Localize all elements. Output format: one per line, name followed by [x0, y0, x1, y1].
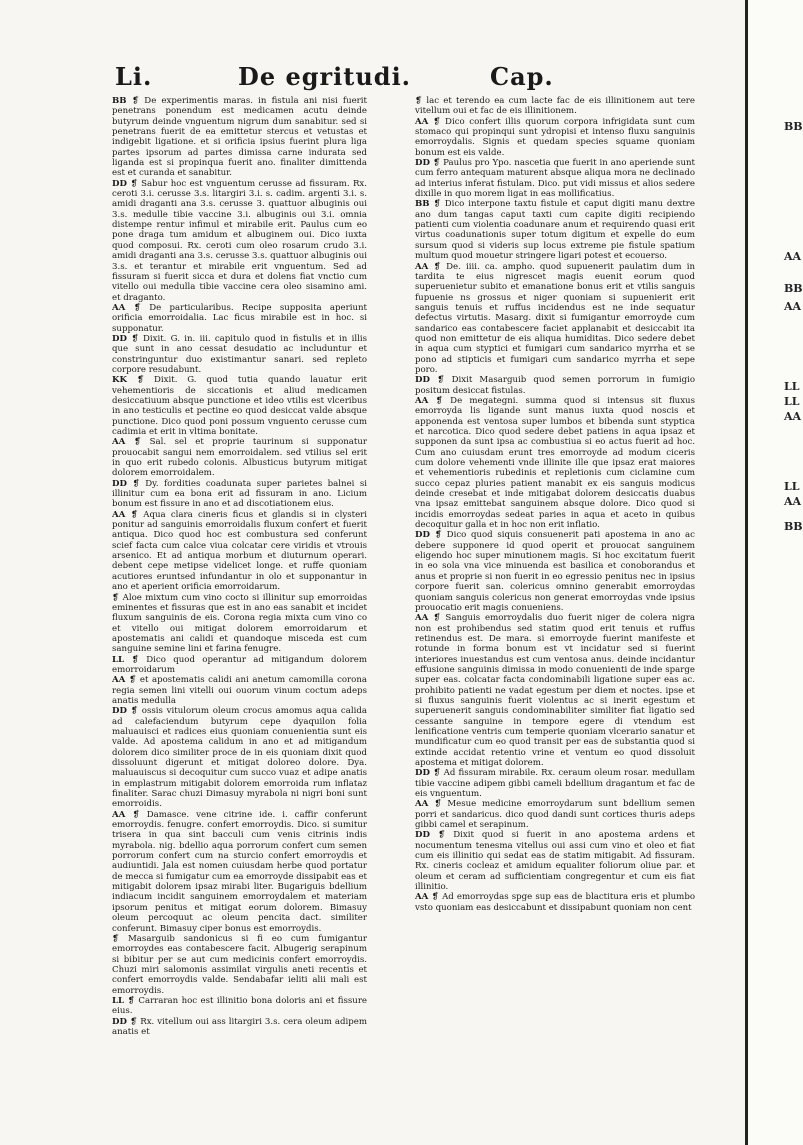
paragraph-source-marker: AA: [415, 799, 435, 810]
text-paragraph: [415, 117, 695, 158]
paragraph-text: ❡ De experimentis maras. in fistula ani nisi fuerit penetrans ponendum est medicamen acutu deinde butyrum deinde vnguentum nigrum dum sanabitur. sed si penetrans fuerit de ea emittetur stercus et vetustas et indigebit ligatione. et si orificia ipsius fuerint plura liga partes ipsorum ad partes dimissa carne indurata sed liganda est si propinqua fuerit ano. finaliter dimittenda est et curanda et sanabitur.: [112, 96, 367, 179]
text-paragraph: [112, 675, 367, 706]
text-paragraph: [112, 810, 367, 934]
paragraph-source-marker: DD: [415, 530, 435, 541]
paragraph-text: ❡ Dico quod siquis consuenerit pati apostema in ano ac debere supponere id quod operit et prouocat sanguinem eligendo hoc super minutionem magis. Si hoc excitatum fuerit in eo sola vna vice minuenda est basilica et conoborandus et anus et proprie si non fuerit in eo egressio penitus nec in ipsius corpore fuerit san. colericus omnino generabit emorroydas quoniam sanguis colericus non generat emorroydas vnde ipsius prouocatio erit magis conueniens.: [415, 530, 695, 613]
adjacent-page-edge: [745, 0, 803, 1145]
adjacent-page-marker: BB: [784, 282, 803, 295]
paragraph-source-marker: AA: [415, 395, 436, 406]
text-paragraph: [415, 768, 695, 799]
paragraph-text: ❡ Sanguis emorroydalis duo fuerit niger de colera nigra non est prohibendus sed statim quod erit tenuis et ruffus retinendus est. De mara. si emorroyde fuerint manifeste et rotunde in forma bonum est vt incidatur sed si fuerint interiores inuestandus est cum ventosa anus. deinde incidantur effusione sanguinis dimissa in modo conuenienti de inde sparge super eas. colcatar facta condominabili ligatione super eas ac. prohibito patienti ne vadat egestum per diem et noctes. ipse et si fluxus sanguinis fuerit violentus ac si inerit egestum et superuenerit sanguis condominabiliter similiter fiat ligatio sed cessante sanguine in tempore egere di vtendum est lenificatione ventris cum temperie quoniam vlcerario sanatur et mundificatur cum eo quod transit per eas de substantia quod si extinde accidat retentio vrine et ventum eo quod dissoluit apostema et mitigat dolorem.: [415, 613, 696, 768]
paragraph-source-marker: KK: [112, 375, 138, 386]
paragraph-source-marker: DD: [112, 478, 133, 489]
adjacent-page-marker: BB: [784, 120, 803, 133]
adjacent-page-marker: LL: [784, 480, 800, 493]
paragraph-text: ❡ ossis vitulorum oleum crocus amomus aqua calida ad calefaciendum butyrum cepe dyaquilon folia maluauisci et radices eius quoniam conuenientia sunt eis valde. Ad apostema calidum in ano et ad mitigandum dolorem dico similiter proce de in eis quoniam dixit quod dissoluunt digerunt et mitigat doloreo dolore. Dya. maluauiscus si decoquitur cum succo vuaz et adipe anatis in emplastrum mitigabit dolorem emorroida rum inflataz finaliter. Sarac chuzi Dimasuy myrabola ni nigri boni sunt emorroidis.: [112, 706, 367, 810]
paragraph-text: ❡ Ad fissuram mirabile. Rx. ceraum oleum rosar. medullam tibie vaccine adipem gibbi cameli bdellium dragantum et fac de eis vnguentum.: [415, 768, 695, 800]
text-paragraph: [112, 334, 367, 375]
adjacent-page-marker: AA: [784, 300, 802, 313]
paragraph-text: ❡ Aqua clara cineris ficus et glandis si in clysteri ponitur ad sanguinis emorroidalis fluxum confert et fuerit antiqua. Dico quod hoc est combustura sed conferunt scief facta cum calce viua colcatar cere viridis et vtrouis arsenico. Et ad antiqua morbum et diuturnum operari. debent cepe metipse videlicet longe. et ruffe quoniam acutiores eruntsed infundantur in olo et supponantur in ano et aperient orificia emorroidarum.: [112, 509, 368, 593]
adjacent-page-marker: LL: [784, 380, 800, 393]
paragraph-source-marker: LL: [112, 654, 132, 665]
text-paragraph: [112, 179, 367, 303]
right-text-column: [415, 96, 695, 913]
paragraph-source-marker: DD: [415, 768, 434, 779]
text-paragraph: [112, 593, 367, 655]
paragraph-text: ❡ Dy. fordities coadunata super parietes balnei si illinitur cum ea bona erit ad fissuram in ano. Licium bonum est fissure in ano et ad discotiationem eius.: [112, 478, 367, 510]
paragraph-source-marker: AA: [415, 116, 434, 127]
text-paragraph: [112, 96, 367, 179]
paragraph-text: ❡ Sal. sel et proprie taurinum si supponatur prouocabit sangui nem emorroidalem. sed vtilius sel erit in quo erit rubedo colonis. Albusticus butyrum mitigat dolorem emorroidalem.: [112, 437, 367, 479]
paragraph-text: ❡ De. iiii. ca. ampho. quod supuenerit paulatim dum in tardita te eius nigrescet magis euenit eorum quod superuenietur subito et emanatione bonus erit et vtilis sanguis fupuenie ns grossus et niger quoniam si supuenierit erit sanguis tenuis et ruffus incidendus est ne inde sequatur defectus virtutis. Masarg. dixit si fumigantur emorroyde cum sandarico eas contabescere faciet applanabit et desiccabit ita quod non emittetur de eis aliqua humiditas. Dico sedere debet in aqua cum styptici et fumigari cum sandarico myrrha et se pono ad stipticis et fumigari cum sandarico myrrha et sepe poro.: [415, 261, 695, 375]
paragraph-source-marker: DD: [415, 158, 434, 169]
paragraph-text: ❡ Mesue medicine emorroydarum sunt bdellium semen porri et sandaricus. dico quod dandi sunt cortices thuris adeps gibbi camel et serapinum.: [415, 799, 695, 831]
paragraph-text: ❡ Carraran hoc est illinitio bona doloris ani et fissure eius.: [112, 995, 368, 1017]
paragraph-source-marker: AA: [112, 302, 134, 313]
paragraph-source-marker: AA: [415, 261, 434, 272]
adjacent-page-marker: AA: [784, 495, 802, 508]
paragraph-text: ❡ Rx. vitellum oui ass litargiri 3.s. cera oleum adipem anatis et: [112, 1016, 367, 1037]
left-text-column: [112, 96, 367, 1037]
text-paragraph: [112, 375, 367, 437]
paragraph-text: ❡ De particularibus. Recipe supposita aperiunt orificia emorroidalia. Lac ficus mirabile est in hoc. si supponatur.: [112, 302, 367, 334]
text-paragraph: [415, 799, 695, 830]
paragraph-source-marker: AA: [112, 809, 133, 820]
text-paragraph: [112, 303, 367, 334]
text-paragraph: [415, 830, 695, 892]
paragraph-source-marker: DD: [415, 375, 438, 386]
text-paragraph: [415, 199, 695, 261]
adjacent-page-marker: AA: [784, 250, 802, 263]
paragraph-text: ❡ Paulus pro Ypo. nascetia que fuerit in ano aperiende sunt cum ferro antequam maturent absque aliqua mora ne declinado ad interius inferat fistulam. Dico. put vidi missus et alios sedere dixille in quo morem ligat in eas mollificatius.: [415, 158, 695, 200]
paragraph-text: ❡ De megategni. summa quod si intensus sit fluxus emorroyda lis ligande sunt manus iuxta quod noscis et apponenda est ventosa super lumbos et bibenda sunt styptica et narcotica. Dico quod sedere debet patiens in aqua ipsaz et supponen da sunt ipsa ac combustiua si eo actus fuerit ad hoc. Cum ano cuiusdam erunt tres emorroyde ad modum ciceris cum dolore vehementi vnde illinite ille que ipsaz erat maiores et vehementioris rubedinis et repletionis cum ciclamine cum succo cepaz pluries patient manabit ex eis sanguis modicus deinde cresebat et inde mitigabat dolorem desiccatis duabus vna ipsaz emittebat sanguinem absque dolore. Dico quod si incidis emorroydas sedeat paries in aqua et aceto in quibus decoquitur galla et in hoc non erit inflatio.: [415, 395, 695, 531]
paragraph-source-marker: BB: [415, 199, 434, 210]
text-paragraph: [415, 375, 695, 396]
paragraph-text: ❡ Dixit quod si fuerit in ano apostema ardens et nocumentum tenesma vitellus oui assi cum vino et oleo et fiat cum eis illinitio qui sedat eas de statim mitigabit. Ad fissuram. Rx. cineris cocleaz et amidum equaliter foliorum oliue par. et oleum et ceram ad sufficientiam congregentur et cum eis fiat illinitio.: [415, 830, 695, 893]
paragraph-text: ❡ Dixit. G. quod tutia quando lauatur erit vehementioris de siccationis et aliud medicamen desiccatiuum absque punctione et ideo vtilis est vlceribus in ano testiculis et pectine eo quod desiccat valde absque punctione. Dico quod poni possum vnguento cerusse cum cadimia et erit in vltima bonitate.: [112, 375, 367, 437]
paragraph-source-marker: AA: [112, 675, 130, 686]
paragraph-text: ❡ lac et terendo ea cum lacte fac de eis illinitionem aut tere vitellum oui et fac de eis illinitionem.: [415, 96, 695, 117]
paragraph-source-marker: DD: [415, 830, 439, 841]
paragraph-text: ❡ Dixit Masarguib quod semen porrorum in fumigio positum desiccat fistulas.: [415, 375, 696, 396]
paragraph-source-marker: AA: [112, 509, 131, 520]
running-head-right: Cap.: [490, 62, 554, 91]
adjacent-page-marker: AA: [784, 410, 802, 423]
paragraph-text: ❡ Ad emorroydas spge sup eas de blactitura eris et plumbo vsto quoniam eas desiccabunt et dissipabunt quoniam non cent: [415, 892, 695, 913]
paragraph-text: ❡ Damasce. vene citrine ide. i. caffir conferunt emorroydis. fenugre. confert emorroydis. Dico. si sumitur trisera in qua sint bacculi cum venis citrinis indis myrabola. nig. bdellio aqua porrorum confert cum semen porrorum confert cum na sturcio confert emorroydis et audiuntidi. Jala est nomen cuiusdam herbe quod portatur de mecca si fumigatur cum ea emorroyde dissipabit eas et mitigabit dolorem ipsaz mirabi liter. Bugariguis bdellium indiacum incidit sanguinem emorroydalem et materiam ipsorum penitus et mitigat eorum dolorem. Bimasuy oleum percoquut ac oleum pencita dact. similiter conferunt. Bimasuy ciper bonus est emorroydis.: [112, 809, 367, 934]
text-paragraph: [112, 934, 367, 996]
text-paragraph: [415, 158, 695, 199]
paragraph-source-marker: DD: [112, 178, 131, 189]
text-paragraph: [415, 530, 695, 613]
paragraph-source-marker: AA: [415, 892, 432, 903]
text-paragraph: [415, 892, 695, 913]
running-head-left: Li.: [115, 62, 153, 91]
paragraph-text: ❡ Dixit. G. in. iii. capitulo quod in fistulis et in illis que sunt in ano cessat desudatio ac includuntur et constringuntur duo existimantur sanari. sed repleto corpore resudabunt.: [112, 333, 367, 375]
paragraph-text: ❡ Sabur hoc est vnguentum cerusse ad fissuram. Rx. ceroti 3.i. cerusse 3.s. litargiri 3.i. s. cadim. argenti 3.i. s. amidi draganti ana 3.s. cerusse 3. quattuor albuginis oui 3.s. medulle tibie vaccine 3.i. albuginis oui 3.i. omnia distempe rentur infimul et mirabile erit. Paulus cum eo pone draga tum amidum et albuginem oui. Dico iuxta quod composui. Rx. ceroti cum oleo rosarum crudo 3.i. amidi draganti ana 3.s. cerusse 3.s. quattuor albuginis oui 3.s. et terantur et mirabile erit vnguentum. Sed ad fissuram si fuerit sicca et dura et dolens fiat vnctio cum vitello oui medulla tibie vaccine cera oleo sisamino ami. et draganto.: [112, 178, 367, 303]
paragraph-text: ❡ Dico confert illis quorum corpora infrigidata sunt cum stomaco qui propinqui sunt ydropisi et intenso fluxu sanguinis emorroydalis. Signis et quedam species squame quoniam bonum est eis valde.: [415, 116, 696, 158]
text-paragraph: [415, 396, 695, 530]
text-paragraph: [415, 613, 695, 768]
paragraph-source-marker: BB: [112, 96, 132, 106]
paragraph-text: ❡ Dico quod operantur ad mitigandum dolorem emorroidarum: [112, 654, 367, 675]
paragraph-source-marker: AA: [112, 437, 135, 448]
paragraph-source-marker: DD: [112, 1016, 131, 1027]
text-paragraph: [112, 996, 367, 1017]
paragraph-source-marker: AA: [415, 613, 434, 624]
text-paragraph: [415, 262, 695, 376]
adjacent-page-marker: LL: [784, 395, 800, 408]
text-paragraph: [112, 655, 367, 676]
paragraph-text: ❡ Masarguib sandonicus si fi eo cum fumigantur emorroydes eas contabescere facit. Albugerig serapinum si bibitur per se aut cum medicinis confert emorroydis. Chuzi miri salomonis assimilat virgulis aneti recentis et confert emorroydis valde. Sendabafar ieliti alii mali est emorroydis.: [112, 933, 367, 996]
text-paragraph: [112, 437, 367, 478]
paragraph-source-marker: DD: [112, 706, 131, 717]
text-paragraph: [112, 510, 367, 593]
paragraph-text: ❡ et apostematis calidi ani anetum camomilla corona regia semen lini vitelli oui ouorum vinum coctum adeps anatis medulla: [112, 675, 367, 706]
text-paragraph: [112, 1017, 367, 1038]
text-paragraph: [112, 706, 367, 809]
paragraph-source-marker: DD: [112, 333, 132, 344]
paragraph-text: ❡ Aloe mixtum cum vino cocto si illinitur sup emorroidas eminentes et fissuras que est in ano eas sanabit et incidet fluxum sanguinis de eis. Corona regia mixta cum vino co et vitello oui mitigat dolorem emorroidarum et apostematis ani calidi et quandoque misceda est cum sanguine semine lini et farina fenugre.: [112, 592, 367, 655]
adjacent-page-marker: BB: [784, 520, 803, 533]
text-paragraph: [112, 479, 367, 510]
paragraph-text: ❡ Dico interpone taxtu fistule et caput digiti manu dextre ano dum tangas caput taxti cum capite digiti recipiendo patienti cum violentia coadunare anum et requirendo quasi erit virtus coadunationis super totum digitum et expelle do eum sursum quod si videris sup locus extreme pie fistule spatium multum quod mouetur stringere ligari potest et ecouerso.: [415, 199, 695, 262]
paragraph-source-marker: LL: [112, 995, 128, 1006]
text-paragraph: [415, 96, 695, 117]
running-head-title: De egritudi.: [238, 62, 412, 91]
